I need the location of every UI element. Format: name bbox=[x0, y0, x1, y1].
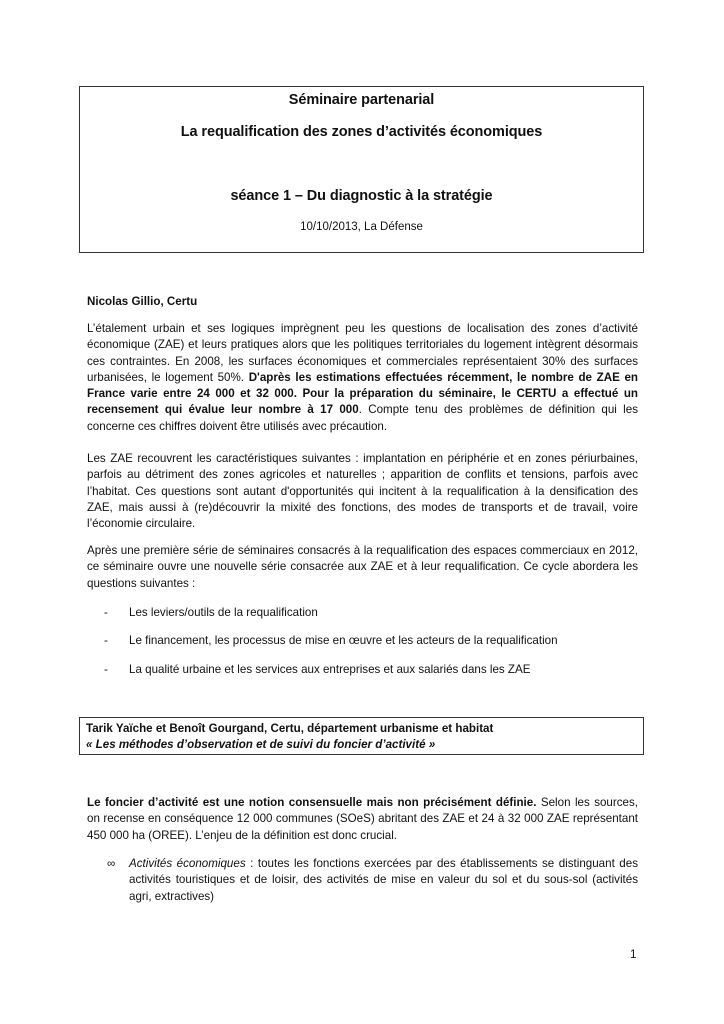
definition-item bbox=[107, 856, 638, 905]
seminar-title: Séminaire partenarial bbox=[288, 92, 435, 108]
infinity-bullet-icon: ∞ bbox=[107, 857, 116, 870]
speaker-names: Tarik Yaïche et Benoît Gourgand, Certu, département urbanisme et habitat bbox=[86, 722, 494, 735]
paragraph-4-text: Selon les sources, on recense en conséquence 12 000 communes (SOeS) abritant des ZAE et 24 à 32 000 ZAE représentant 450 000 ha (OREE). L’enjeu de la définition est donc crucial. bbox=[87, 796, 639, 842]
paragraph-4 bbox=[87, 795, 638, 844]
list-item-text: Le financement, les processus de mise en œuvre et les acteurs de la requalification bbox=[129, 634, 558, 647]
paragraph-1-bold: D'après les estimations effectuées récemment, le nombre de ZAE en France varie entre 24 000 et 32 000. Pour la préparation du séminaire, le CERTU a effectué un recensement qui évalue leur nombre à 17 000 bbox=[87, 370, 639, 417]
paragraph-3: Après une première série de séminaires consacrés à la requalification des espaces commerciaux en 2012, ce séminaire ouvre une nouvelle série consacrée aux ZAE et à leur requalification. Ce cycle abordera les questions suivantes : bbox=[87, 544, 638, 590]
bullet-dash: - bbox=[104, 634, 108, 647]
paragraph-1 bbox=[87, 321, 638, 435]
session-title: séance 1 – Du diagnostic à la stratégie bbox=[230, 188, 493, 204]
paragraph-1-end: . Compte tenu des problèmes de définition qui les concerne ces chiffres doivent être utilisés avec précaution. bbox=[87, 403, 638, 433]
definition-term: Activités économiques bbox=[129, 857, 246, 870]
page-number: 1 bbox=[630, 948, 637, 961]
list-item-text: Les leviers/outils de la requalification bbox=[129, 606, 318, 619]
author-name: Nicolas Gillio, Certu bbox=[87, 295, 198, 308]
title-box bbox=[79, 86, 644, 253]
definition-text: : toutes les fonctions exercées par des établissements se distinguant des activités touristiques et de loisir, des activités de mise en valeur du sol et du sous-sol (activités agri, extractives) bbox=[129, 857, 638, 903]
paragraph-1-text: L’étalement urbain et ses logiques imprègnent peu les questions de localisation des zones d’activité économique (ZAE) et leurs pratiques alors que les politiques territoriales du logement intègrent désormais ces contraintes. En 2008, les surfaces économiques et commerciales représentaient 30% des surfaces urbanisées, le logement 50%. bbox=[87, 322, 638, 384]
seminar-subtitle: La requalification des zones d’activités économiques bbox=[180, 124, 543, 140]
speaker-box bbox=[79, 717, 644, 755]
date-place: 10/10/2013, La Défense bbox=[300, 221, 423, 233]
paragraph-2: Les ZAE recouvrent les caractéristiques suivantes : implantation en périphérie et en zones périurbaines, parfois au détriment des zones agricoles et naturelles ; apparition de conflits et tensions, parfois avec l’habitat. Ces questions sont autant d'opportunités qui incitent à la requalification à la densification des ZAE, mais aussi à (re)découvrir la mixité des fonctions, des modes de transports et de travail, voire l’économie circulaire. bbox=[87, 452, 638, 531]
paragraph-4-bold: Le foncier d’activité est une notion consensuelle mais non précisément définie. bbox=[87, 796, 537, 809]
list-item-text: La qualité urbaine et les services aux entreprises et aux salariés dans les ZAE bbox=[129, 663, 531, 676]
talk-title: « Les méthodes d’observation et de suivi du foncier d’activité » bbox=[86, 738, 436, 751]
bullet-dash: - bbox=[104, 606, 108, 619]
bullet-dash: - bbox=[104, 663, 108, 676]
